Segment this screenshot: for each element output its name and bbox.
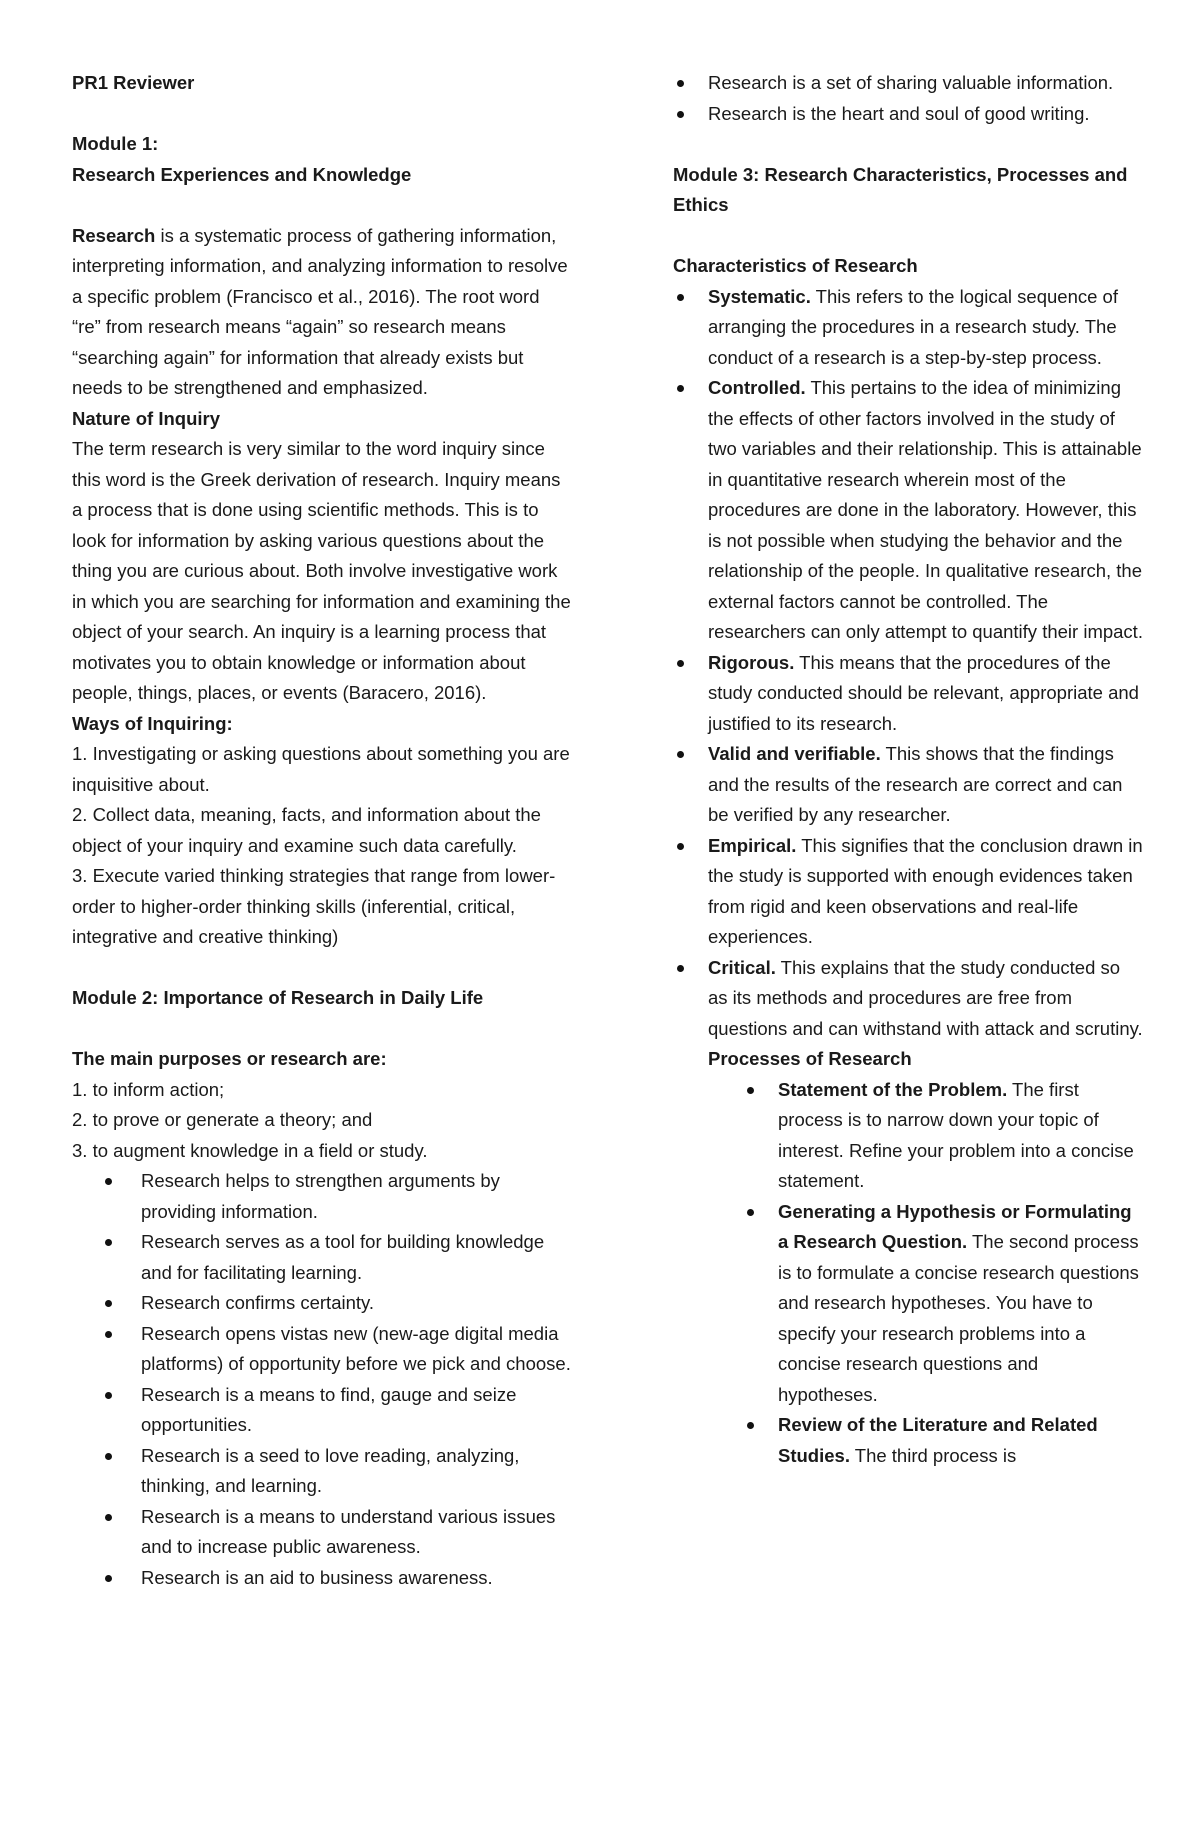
bullet-icon	[105, 1514, 112, 1521]
list-item-text: Research serves as a tool for building knowledge and for facilitating learning.	[141, 1231, 545, 1283]
nature-text: The term research is very similar to the word inquiry since this word is the Greek derivation of research. Inquiry means a process that is done using scientific methods. This is to look for information by asking various questions about the thing you are curious about. Both involve investigative work in which you are searching for information and examining the object of your search. An inquiry is a learning process that motivates you to obtain knowledge or information about people, things, places, or events (Baracero, 2016).	[72, 438, 571, 703]
list-item	[743, 1075, 1143, 1197]
bullet-icon	[105, 1392, 112, 1399]
bullet-icon	[677, 385, 684, 392]
list-item	[72, 1563, 572, 1594]
list-item	[72, 1166, 572, 1227]
list-item-text: Research is a means to understand various issues and to increase public awareness.	[141, 1505, 556, 1557]
list-item	[673, 282, 1143, 374]
list-item-text: Research is a means to find, gauge and seize opportunities.	[141, 1383, 517, 1435]
list-item	[72, 1288, 572, 1319]
processes-list	[673, 1075, 1143, 1472]
item-text: This signifies that the conclusion drawn in the study is supported with enough evidences taken from rigid and keen observations and real-life experiences.	[708, 834, 1143, 947]
item-term: Valid and verifiable.	[708, 743, 881, 764]
bullet-icon	[105, 1239, 112, 1246]
list-item	[673, 99, 1143, 130]
list-item-text: Research is a seed to love reading, analyzing, thinking, and learning.	[141, 1444, 520, 1496]
ways-heading: Ways of Inquiring:	[72, 712, 233, 734]
bullet-icon	[677, 111, 684, 118]
bullet-icon	[105, 1178, 112, 1185]
item-term: Critical.	[708, 956, 776, 978]
characteristics-heading: Characteristics of Research	[673, 255, 918, 276]
item-term: Systematic.	[708, 285, 811, 307]
list-item	[72, 1502, 572, 1563]
list-item	[72, 1227, 572, 1288]
bullet-icon	[105, 1453, 112, 1460]
bullet-icon	[677, 965, 684, 972]
document-title: PR1 Reviewer	[72, 72, 195, 93]
item-text: This pertains to the idea of minimizing the effects of other factors involved in the study of two variables and their relationship. This is attainable in quantitative research wherein most of the procedures are done in the laboratory. However, this is not possible when studying the behavior and the relationship of the people. In qualitative research, the external factors cannot be controlled. The researchers can only attempt to quantify their impact.	[708, 377, 1143, 642]
left-column	[72, 68, 572, 1593]
list-item	[673, 373, 1143, 648]
list-item	[72, 1319, 572, 1380]
list-item-text: Research is an aid to business awareness.	[141, 1566, 493, 1588]
list-item	[743, 1197, 1143, 1411]
ways-item: 3. Execute varied thinking strategies that range from lower-order to higher-order thinking skills (inferential, critical, integrative and creative thinking)	[72, 865, 556, 947]
bullet-icon	[747, 1087, 754, 1094]
bullet-icon	[677, 660, 684, 667]
item-term: Statement of the Problem.	[778, 1078, 1008, 1100]
purpose-item: 3. to augment knowledge in a field or study.	[72, 1139, 428, 1161]
list-item	[673, 648, 1143, 740]
item-term: Review of the Literature and Related Studies.	[778, 1414, 1098, 1466]
ways-item: 2. Collect data, meaning, facts, and information about the object of your inquiry and examine such data carefully.	[72, 804, 541, 856]
bullet-icon	[677, 843, 684, 850]
list-item	[673, 739, 1143, 831]
list-item	[673, 831, 1143, 953]
item-term: Generating a Hypothesis or Formulating a Research Question.	[778, 1200, 1132, 1252]
processes-heading: Processes of Research	[708, 1048, 912, 1069]
bullet-icon	[677, 751, 684, 758]
characteristics-list	[673, 282, 1143, 1045]
list-item-text: Research helps to strengthen arguments by providing information.	[141, 1170, 500, 1222]
bullet-icon	[105, 1300, 112, 1307]
item-term: Empirical.	[708, 834, 797, 856]
importance-list-continued	[673, 68, 1143, 129]
bullet-icon	[747, 1422, 754, 1429]
item-text: The first process is to narrow down your topic of interest. Refine your problem into a concise statement.	[778, 1078, 1134, 1191]
module1-label: Module 1:	[72, 133, 159, 154]
item-text: This means that the procedures of the study conducted should be relevant, appropriate and justified to its research.	[708, 651, 1139, 734]
item-text: The second process is to formulate a concise research questions and research hypotheses. You have to specify your research problems into a concise research questions and hypotheses.	[778, 1231, 1139, 1405]
list-item-text: Research opens vistas new (new-age digital media platforms) of opportunity before we pick and choose.	[141, 1322, 571, 1374]
right-column	[673, 68, 1143, 1471]
bullet-icon	[105, 1331, 112, 1338]
importance-list	[72, 1166, 572, 1593]
bullet-icon	[677, 294, 684, 301]
item-text: This shows that the findings and the results of the research are correct and can be verified by any researcher.	[708, 743, 1123, 825]
list-item	[72, 1380, 572, 1441]
bullet-icon	[677, 80, 684, 87]
item-term: Controlled.	[708, 377, 806, 398]
purpose-item: 2. to prove or generate a theory; and	[72, 1109, 373, 1130]
list-item	[673, 68, 1143, 99]
list-item	[743, 1410, 1143, 1471]
list-item-text: Research is the heart and soul of good writing.	[708, 102, 1090, 124]
module3-title: Module 3: Research Characteristics, Processes and Ethics	[673, 163, 1128, 215]
list-item-text: Research confirms certainty.	[141, 1292, 375, 1313]
item-text: This refers to the logical sequence of arranging the procedures in a research study. The conduct of a research is a step-by-step process.	[708, 285, 1118, 368]
item-term: Rigorous.	[708, 651, 795, 673]
item-text: This explains that the study conducted so as its methods and procedures are free from questions and can withstand with attack and scrutiny.	[708, 956, 1143, 1039]
item-text: The third process is	[849, 1444, 1017, 1466]
list-item	[72, 1441, 572, 1502]
module1-title: Research Experiences and Knowledge	[72, 163, 412, 185]
research-term: Research	[72, 224, 156, 246]
bullet-icon	[105, 1575, 112, 1582]
purpose-item: 1. to inform action;	[72, 1078, 225, 1100]
ways-item: 1. Investigating or asking questions about something you are inquisitive about.	[72, 743, 570, 795]
list-item	[673, 953, 1143, 1045]
purposes-heading: The main purposes or research are:	[72, 1048, 387, 1069]
module2-title: Module 2: Importance of Research in Daily Life	[72, 987, 484, 1008]
research-definition-text: is a systematic process of gathering information, interpreting information, and analyzing information to resolve a specific problem (Francisco et al., 2016). The root word “re” from research means “again” so research means “searching again” for information that already exists but needs to be strengthened and emphasized.	[72, 224, 568, 398]
bullet-icon	[747, 1209, 754, 1216]
research-definition	[72, 221, 572, 404]
list-item-text: Research is a set of sharing valuable information.	[708, 72, 1114, 93]
nature-heading: Nature of Inquiry	[72, 407, 221, 429]
